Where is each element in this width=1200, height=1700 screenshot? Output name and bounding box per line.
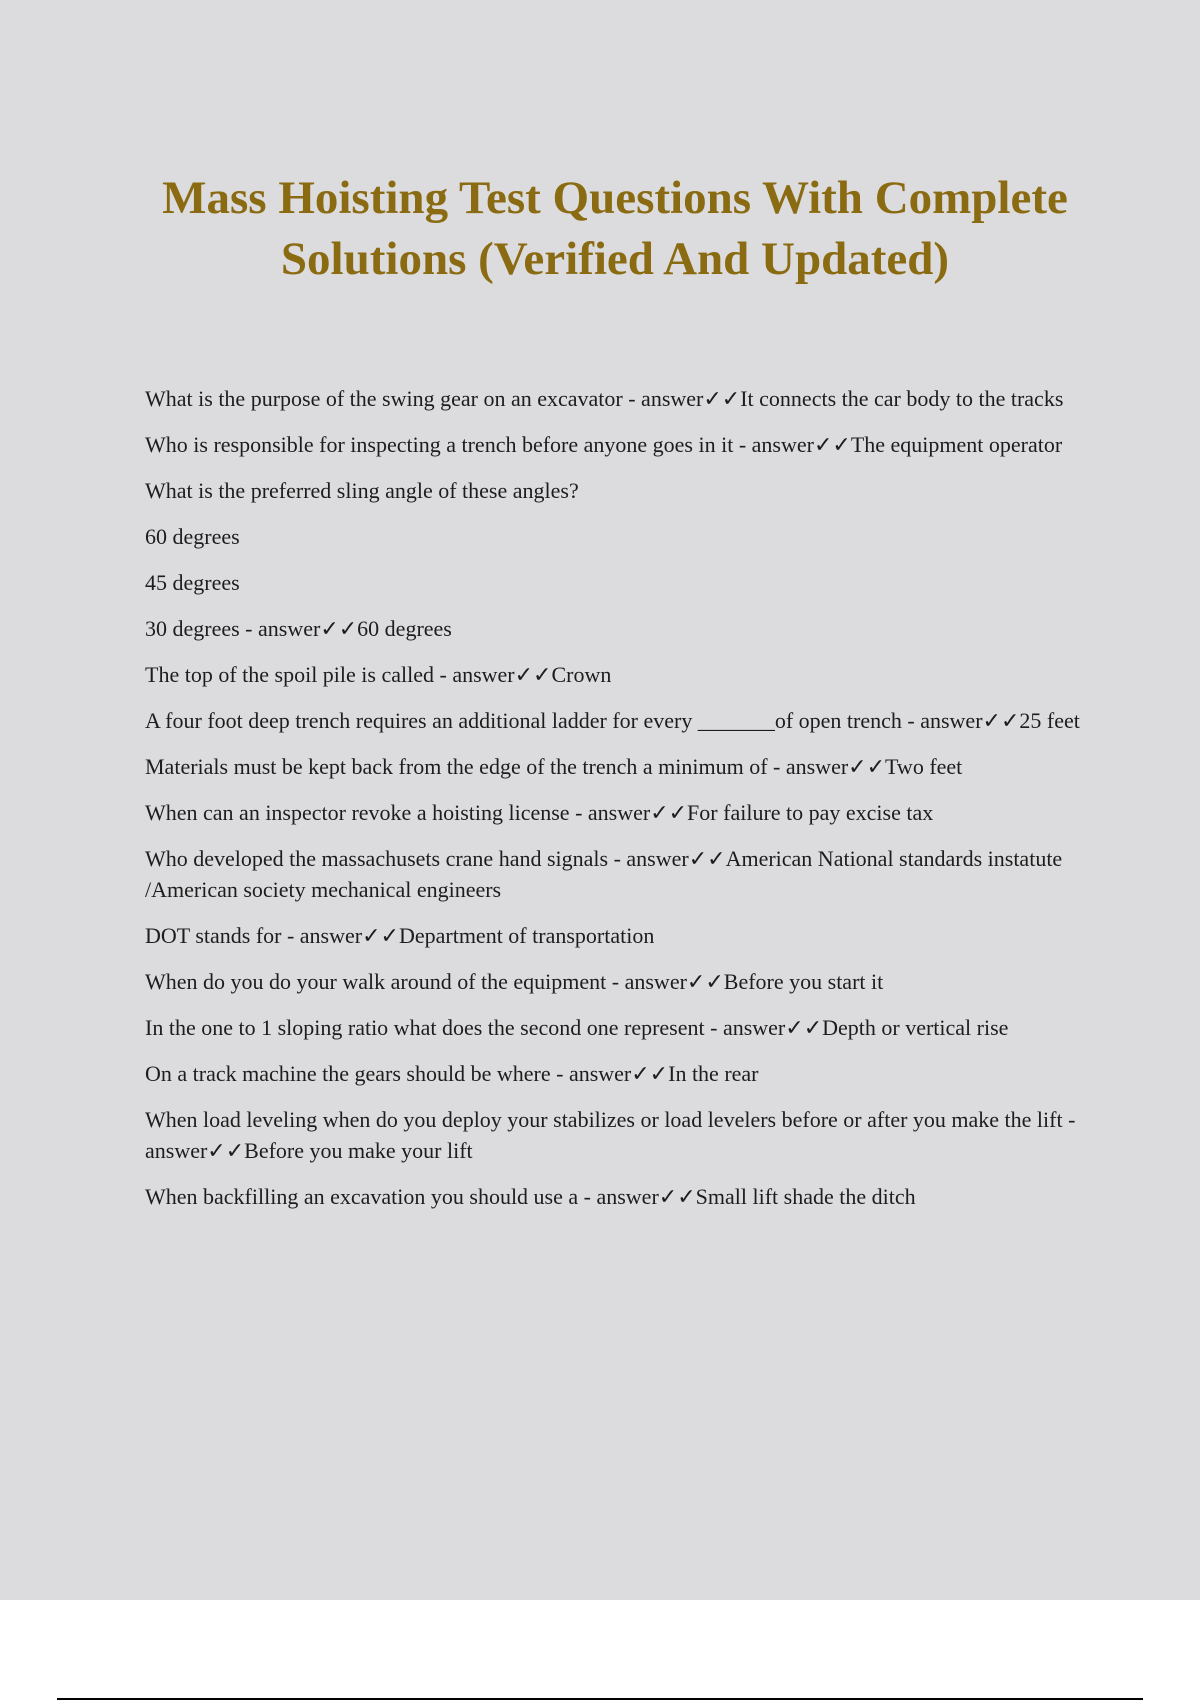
qa-item: 30 degrees - answer✓✓60 degrees (145, 616, 452, 641)
qa-item: What is the purpose of the swing gear on an excavator - answer✓✓It connects the car body to the tracks (145, 386, 1064, 411)
qa-item: In the one to 1 sloping ratio what does the second one represent - answer✓✓Depth or vertical rise (145, 1015, 1009, 1040)
qa-item: The top of the spoil pile is called - answer✓✓Crown (145, 662, 612, 687)
qa-item: A four foot deep trench requires an additional ladder for every _______of open trench - answer✓✓25 feet (145, 708, 1080, 733)
qa-item: On a track machine the gears should be where - answer✓✓In the rear (145, 1061, 759, 1086)
qa-item: When load leveling when do you deploy your stabilizes or load levelers before or after you make the lift - answer✓✓Before you make your lift (145, 1107, 1076, 1163)
qa-item: When backfilling an excavation you should use a - answer✓✓Small lift shade the ditch (145, 1184, 916, 1209)
qa-item: Who is responsible for inspecting a trench before anyone goes in it - answer✓✓The equipment operator (145, 432, 1063, 457)
qa-item: Who developed the massachusets crane hand signals - answer✓✓American National standards instatute /American society mechanical engineers (145, 846, 1063, 902)
qa-item: DOT stands for - answer✓✓Department of transportation (145, 923, 655, 948)
qa-item: Materials must be kept back from the edge of the trench a minimum of - answer✓✓Two feet (145, 754, 963, 779)
qa-list (145, 383, 1090, 1227)
qa-item: When do you do your walk around of the equipment - answer✓✓Before you start it (145, 969, 884, 994)
document-title: Mass Hoisting Test Questions With Complete Solutions (Verified And Updated) (162, 172, 1068, 285)
qa-item: 60 degrees (145, 524, 240, 549)
qa-item: When can an inspector revoke a hoisting license - answer✓✓For failure to pay excise tax (145, 800, 934, 825)
qa-item: 45 degrees (145, 570, 240, 595)
qa-item: What is the preferred sling angle of these angles? (145, 478, 579, 503)
